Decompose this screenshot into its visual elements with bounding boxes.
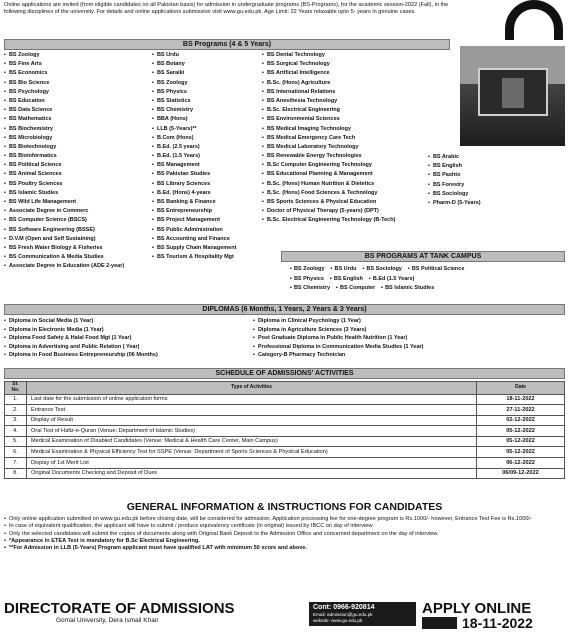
- program-item: ▪ BS Political Science: [4, 162, 124, 171]
- program-item: ▪ Pharm-D (5-Years): [428, 200, 481, 209]
- program-item: ▪ BS Management: [152, 162, 236, 171]
- program-item: ▪ B.Sc. (Hons) Human Nutrition & Dietetics: [262, 181, 395, 190]
- program-item: ▪ Diploma in Advertising and Public Relation ( Year): [4, 344, 158, 353]
- program-item: ▪ BS Educational Planning & Management: [262, 171, 395, 180]
- schedule-sr-cell: 4.: [5, 426, 27, 437]
- intro-text: Online applications are invited (from eligible candidates on all Pakistan basis) for admission in undergraduate programs (BS-Programs), for the academic session-2022 (Fall), in the following disciplines of the university. For details and online applications submission visit www.gu.edu.pk. Age Limit: 22 Years relaxable upto 5- years in genuine cases.: [4, 2, 449, 15]
- table-row: [5, 447, 565, 458]
- program-item: ▪ BS Supply Chain Management: [152, 245, 236, 254]
- tank-row: [290, 276, 470, 286]
- program-item: ▪ B.Sc. (Hons) Food Sciences & Technology: [262, 190, 395, 199]
- tank-program-item: ▪ B.Ed (1.5 Years): [369, 276, 414, 282]
- tank-program-item: ▪ BS English: [330, 276, 363, 282]
- table-row: [5, 436, 565, 447]
- program-item: ▪ BS Biotechnology: [4, 144, 124, 153]
- general-info-heading: GENERAL INFORMATION & INSTRUCTIONS FOR CANDIDATES: [126, 501, 443, 513]
- tank-program-item: ▪ BS Physics: [290, 276, 324, 282]
- program-item: ▪ Diploma in Food Business Entrepreneurship (06 Months): [4, 352, 158, 361]
- program-item: ▪ B.Ed. (1.5 Years): [152, 153, 236, 162]
- tank-program-item: ▪ BS Zoology: [290, 266, 325, 272]
- schedule-sr-cell: 1.: [5, 394, 27, 405]
- program-item: ▪ BS Zoology: [4, 52, 124, 61]
- header-date: Date: [477, 382, 565, 395]
- program-item: ▪ B.Sc. (Hons) Agriculture: [262, 80, 395, 89]
- program-item: ▪ BS Physics: [152, 89, 236, 98]
- program-item: ▪ BS Entrepreneurship: [152, 208, 236, 217]
- program-item: ▪ BS Artificial Intelligence: [262, 70, 395, 79]
- schedule-act-cell: Display of 1st Merit List: [27, 458, 477, 469]
- directorate-title: DIRECTORATE OF ADMISSIONS: [4, 600, 235, 617]
- program-item: ▪ BS Mathematics: [4, 116, 124, 125]
- etea-note: • *Appearance in ETEA Test is mandatory for B.Sc Electrical Engineering.: [4, 538, 565, 545]
- schedule-date-cell: 05-12-2022: [477, 447, 565, 458]
- program-item: ▪ B.Sc Computer Engineering Technology: [262, 162, 395, 171]
- bs-programs-column-2: [152, 52, 236, 263]
- program-item: ▪ B.Sc. Electrical Engineering Technology (B-Tech): [262, 217, 395, 226]
- program-item: ▪ B.Ed. (Hons) 4-years: [152, 190, 236, 199]
- program-item: ▪ BS Bioinformatics: [4, 153, 124, 162]
- program-item: ▪ BS Biochemistry: [4, 126, 124, 135]
- program-item: ▪ Associate Degree in Education (ADE 2-year): [4, 263, 124, 272]
- program-item: ▪ Professional Diploma in Communication Media Studies (1 Year): [253, 344, 424, 353]
- schedule-date-cell: 06/09-12-2022: [477, 468, 565, 479]
- diplomas-column-1: [4, 318, 158, 361]
- tank-program-item: ▪ BS Political Science: [408, 266, 465, 272]
- program-item: ▪ BBA (Hons): [152, 116, 236, 125]
- program-item: ▪ BS Accounting and Finance: [152, 236, 236, 245]
- program-item: ▪ BS Public Administration: [152, 227, 236, 236]
- program-item: ▪ BS Sociology: [428, 191, 481, 200]
- program-item: ▪ BS Communication & Media Studies: [4, 254, 124, 263]
- program-item: ▪ BS Psychology: [4, 89, 124, 98]
- bs-programs-column-1: [4, 52, 124, 273]
- tank-program-item: ▪ BS Chemistry: [290, 285, 330, 291]
- program-item: ▪ BS Data Science: [4, 107, 124, 116]
- schedule-date-cell: 27-11-2022: [477, 405, 565, 416]
- program-item: ▪ Associate Degree in Commerc: [4, 208, 124, 217]
- program-item: ▪ B.Com (Hons): [152, 135, 236, 144]
- apply-online-title: APPLY ONLINE: [422, 600, 532, 617]
- schedule-sr-cell: 8.: [5, 468, 27, 479]
- tank-program-item: ▪ BS Computer: [336, 285, 375, 291]
- program-item: ▪ BS Medical Imaging Technology: [262, 126, 395, 135]
- table-row: [5, 468, 565, 479]
- schedule-header-row: [5, 382, 565, 395]
- schedule-date-cell: 06-12-2022: [477, 458, 565, 469]
- schedule-act-cell: Medical Examination of Disabled Candidates (Venue: Medical & Health Care Center, Main Campus): [27, 436, 477, 447]
- program-item: ▪ Diploma in Social Media (1 Year): [4, 318, 158, 327]
- program-item: ▪ BS Education: [4, 98, 124, 107]
- program-item: ▪ BS Saraiki: [152, 70, 236, 79]
- program-item: ▪ D.V.M (Open and Self Sustaining): [4, 236, 124, 245]
- contact-box: [309, 602, 416, 626]
- last-date: 18-11-2022: [462, 615, 533, 631]
- schedule-date-cell: 05-12-2022: [477, 426, 565, 437]
- bs-programs-heading: BS Programs (4 & 5 Years): [4, 39, 450, 50]
- university-emblem: [505, 0, 563, 40]
- program-item: ▪ BS Medical Emergency Care Tech: [262, 135, 395, 144]
- contact-phone: Cont: 0966-920814: [313, 604, 375, 611]
- schedule-sr-cell: 5.: [5, 436, 27, 447]
- program-item: ▪ Diploma in Clinical Psychology (1 Year): [253, 318, 424, 327]
- apply-small-box: [422, 617, 457, 629]
- program-item: ▪ BS Pakistan Studies: [152, 171, 236, 180]
- table-row: [5, 405, 565, 416]
- program-item: ▪ BS Botany: [152, 61, 236, 70]
- program-item: ▪ BS Poultry Sciences: [4, 181, 124, 190]
- program-item: ▪ BS Forestry: [428, 182, 481, 191]
- contact-website: website: www.gu.edu.pk: [313, 617, 363, 623]
- tank-program-item: ▪ BS Urdu: [331, 266, 357, 272]
- header-sr: Sr. No.: [5, 382, 27, 395]
- schedule-date-cell: 02-12-2022: [477, 415, 565, 426]
- schedule-table: [4, 381, 565, 479]
- schedule-act-cell: Oral Test of Hafiz-e-Quran (Venue: Department of Islamic Studies): [27, 426, 477, 437]
- bs-programs-column-3: [262, 52, 395, 227]
- program-item: ▪ BS Software Engineering (BSSE): [4, 227, 124, 236]
- tank-program-item: ▪ BS Islamic Studies: [381, 285, 434, 291]
- program-item: ▪ BS Tourism & Hospitality Mgt: [152, 254, 236, 263]
- llb-note: • **For Admission in LLB (5-Years) Program applicant must have qualified LAT with minimum 50 score and above.: [4, 545, 565, 552]
- diplomas-heading: DIPLOMAS (6 Months, 1 Years, 2 Years & 3 Years): [4, 304, 565, 315]
- instruction-item: • Only the selected candidates will submit the copies of documents along with Original Bank Deposit to the Admission Office and concerned department on the day of interview.: [4, 531, 565, 538]
- instructions-list: [4, 516, 565, 552]
- program-item: ▪ BS Computer Science (BSCS): [4, 217, 124, 226]
- program-item: ▪ BS English: [428, 163, 481, 172]
- tank-campus-programs: [290, 266, 470, 295]
- program-item: ▪ BS Wild Life Management: [4, 199, 124, 208]
- campus-photo: [460, 46, 565, 146]
- program-item: ▪ BS Microbiology: [4, 135, 124, 144]
- program-item: ▪ Category-B Pharmacy Technician: [253, 352, 424, 361]
- program-item: ▪ B.Sc. Electrical Engineering: [262, 107, 395, 116]
- program-item: ▪ BS Urdu: [152, 52, 236, 61]
- program-item: ▪ BS Sports Sciences & Physical Education: [262, 199, 395, 208]
- schedule-act-cell: Medical Examination & Physical Efficiency Test for SSPE (Venue: Department of Sports Sciences & Physical Education): [27, 447, 477, 458]
- program-item: ▪ BS Project Management: [152, 217, 236, 226]
- table-row: [5, 394, 565, 405]
- instruction-item: • Only online application submitted on www.gu.edu.pk before closing date, will be considered for admission. Application processing fee for one-degree program is Rs.1000/- however, Entrance Test Fee is Rs.1000/-: [4, 516, 565, 523]
- tank-row: [290, 285, 470, 295]
- schedule-act-cell: Entrance Test: [27, 405, 477, 416]
- program-item: ▪ BS Anesthesia Technology: [262, 98, 395, 107]
- program-item: ▪ Diploma Food Safety & Halal Food Mgt (1 Year): [4, 335, 158, 344]
- schedule-sr-cell: 7.: [5, 458, 27, 469]
- schedule-act-cell: Display of Result: [27, 415, 477, 426]
- program-item: ▪ BS International Relations: [262, 89, 395, 98]
- schedule-date-cell: 05-12-2022: [477, 436, 565, 447]
- tank-program-item: ▪ BS Sociology: [362, 266, 401, 272]
- program-item: ▪ BS Fine Arts: [4, 61, 124, 70]
- program-item: ▪ BS Medical Laboratory Technology: [262, 144, 395, 153]
- program-item: ▪ LLB (5-Years)**: [152, 126, 236, 135]
- program-item: ▪ BS Zoology: [152, 80, 236, 89]
- program-item: ▪ BS Banking & Finance: [152, 199, 236, 208]
- program-item: ▪ Diploma in Agriculture Sciences (3 Years): [253, 327, 424, 336]
- university-name: Gomal University, Dera Ismail Khan: [56, 617, 159, 624]
- schedule-act-cell: Original Documents Checking and Deposit of Dues: [27, 468, 477, 479]
- program-item: ▪ BS Islamic Studies: [4, 190, 124, 199]
- program-item: ▪ BS Fresh Water Biology & Fisheries: [4, 245, 124, 254]
- program-item: ▪ BS Chemistry: [152, 107, 236, 116]
- table-row: [5, 426, 565, 437]
- program-item: ▪ Diploma in Electronic Media (1 Year): [4, 327, 158, 336]
- program-item: ▪ BS Dental Technology: [262, 52, 395, 61]
- program-item: ▪ BS Economics: [4, 70, 124, 79]
- program-item: ▪ BS Statistics: [152, 98, 236, 107]
- schedule-date-cell: 18-11-2022: [477, 394, 565, 405]
- bs-programs-column-4: [428, 154, 481, 209]
- program-item: ▪ BS Animal Sciences: [4, 171, 124, 180]
- schedule-heading: SCHEDULE OF ADMISSIONS' ACTIVITIES: [4, 368, 565, 379]
- program-item: ▪ BS Surgical Technology: [262, 61, 395, 70]
- table-row: [5, 415, 565, 426]
- program-item: ▪ BS Bio Science: [4, 80, 124, 89]
- schedule-sr-cell: 6.: [5, 447, 27, 458]
- header-activity: Type of Activities: [27, 382, 477, 395]
- footer: [4, 600, 565, 630]
- program-item: ▪ B.Ed. (2.5 years): [152, 144, 236, 153]
- schedule-sr-cell: 2.: [5, 405, 27, 416]
- contact-email: Email: admission@gu.edu.pk: [313, 612, 373, 618]
- program-item: ▪ Post Graduate Diploma in Public Health Nutrition (1 Year): [253, 335, 424, 344]
- program-item: ▪ BS Library Sciences: [152, 181, 236, 190]
- program-item: ▪ Doctor of Physical Therapy (5-years) (DPT): [262, 208, 395, 217]
- tank-campus-heading: BS PROGRAMS AT TANK CAMPUS: [281, 251, 565, 262]
- table-row: [5, 458, 565, 469]
- schedule-sr-cell: 3.: [5, 415, 27, 426]
- program-item: ▪ BS Environmental Sciences: [262, 116, 395, 125]
- program-item: ▪ BS Renewable Energy Technologies: [262, 153, 395, 162]
- program-item: ▪ BS Arabic: [428, 154, 481, 163]
- diplomas-column-2: [253, 318, 424, 361]
- tank-row: [290, 266, 470, 276]
- program-item: ▪ BS Pashto: [428, 172, 481, 181]
- instruction-item: • In case of equivalent qualification, the applicant will have to submit / produce equivalency certificate (in original) issued by IBCC on day of interview.: [4, 523, 565, 530]
- schedule-act-cell: Last date for the submission of online application forms: [27, 394, 477, 405]
